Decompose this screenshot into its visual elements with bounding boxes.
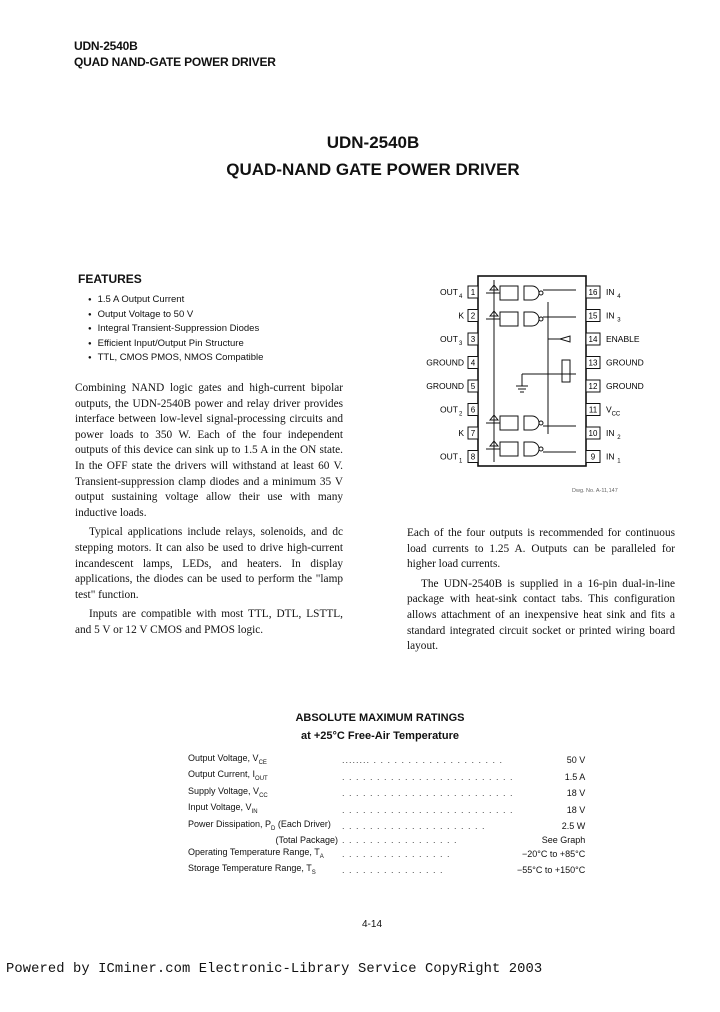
rating-value: 50 V [566,755,586,766]
left-pin-group [426,286,478,465]
outputs-paragraph: Each of the four outputs is recommended for continuous load currents to 1.25 A. Outputs can be paralleled for higher load currents. [407,527,675,571]
pin-number: 2 [470,311,476,321]
pin-label-subscript: 4 [617,294,621,300]
description-right-column [407,526,675,655]
rating-label-text: Output Voltage, V [188,753,259,763]
rating-label-subscript: IN [251,808,258,815]
pin-number: 12 [588,382,598,391]
pin-number: 3 [470,335,476,344]
rating-label-subscript: A [319,853,324,860]
rating-value: 18 V [566,788,586,799]
rating-value: 1.5 A [564,771,586,782]
running-header-part: UDN-2540B [74,39,138,53]
description-paragraph: Combining NAND logic gates and high-current bipolar outputs, the UDN-2540B power and relay driver provides interface between low-level signal-processing circuits and power loads to 350 W. Each of the four independent outputs of this device can sink up to 1.5 A in the ON state. In the OFF state the drivers will withstand at least 60 V. Transient-suppression clamp diodes and a minimum 35 V output sustaining voltage allow their use with many inductive loads. [75,382,343,519]
feature-item: ● Efficient Input/Output Pin Structure [88,337,263,352]
rating-value: See Graph [541,834,586,845]
ratings-row [188,802,585,818]
ratings-title: ABSOLUTE MAXIMUM RATINGS [295,712,465,724]
rating-leader-dots: ........ . . . . . . . . . . . . . . . . . . . [342,755,504,766]
document-title: QUAD-NAND GATE POWER DRIVER [226,160,520,179]
rating-leader-dots: . . . . . . . . . . . . . . . . . . . . . . . . . [342,771,514,782]
ratings-row [188,769,585,785]
feature-item: ● TTL, CMOS PMOS, NMOS Compatible [88,351,263,366]
pin-label-subscript: 3 [617,317,621,324]
ratings-row [188,847,585,863]
rating-label [188,835,342,847]
rating-label-subscript: S [311,869,316,876]
pin-label: OUT [440,334,458,344]
rating-leader-dots: . . . . . . . . . . . . . . . . . [342,834,458,845]
nand-gate-1 [524,442,539,456]
rating-label-subscript: D [271,825,276,832]
drawing-number: Dwg. No. A-11,147 [572,488,618,494]
ratings-row [188,819,585,835]
pin-label: GROUND [426,357,464,368]
right-pin-group [586,286,644,465]
rating-label-text: Input Voltage, V [188,802,252,813]
pin-number: 11 [588,405,598,415]
pin-label: GROUND [426,381,464,391]
rating-leader-dots: . . . . . . . . . . . . . . . . [342,848,451,859]
page-number: 4-14 [362,919,383,930]
pin-label: IN [606,310,615,321]
features-heading: FEATURES [78,272,142,286]
rating-label-note: (Each Driver) [275,818,331,829]
pin-number: 14 [588,335,598,344]
rating-label-subscript: OUT [255,776,268,783]
pin-number: 1 [470,288,476,297]
rating-value: −20°C to +85°C [522,848,586,859]
pin-number: 15 [588,311,598,321]
rating-leader-dots: . . . . . . . . . . . . . . . [342,865,444,876]
pin-number: 16 [588,288,598,297]
pin-number: 6 [470,405,476,415]
package-paragraph: The UDN-2540B is supplied in a 16-pin dual-in-line package with heat-sink contact tabs. This configuration allows attachment of an inexpensive heat sink and fits a standard integrated circuit socket or printed wiring board layout. [407,577,675,653]
internal-circuitry [486,280,576,462]
rating-value: 18 V [566,804,586,815]
ratings-row [188,753,585,769]
pin-label: GROUND [606,357,644,368]
pin-label-subscript: 1 [617,458,621,465]
rating-label [188,847,342,863]
feature-item: ● Output Voltage to 50 V [88,308,263,323]
rating-label-text: Power Dissipation, P [188,818,272,829]
pin-label: ENABLE [606,334,640,344]
pin-label-subscript: 2 [459,411,463,418]
pin-label-subscript: 4 [459,294,463,300]
pin-number: 4 [470,358,476,368]
rating-label-text: Storage Temperature Range, T [188,862,312,873]
pin-label: K [458,310,464,321]
document-title-part: UDN-2540B [326,133,420,152]
feature-item: ● 1.5 A Output Current [88,293,263,308]
rating-label [188,802,342,818]
rating-label-text: (Total Package) [275,834,338,845]
pin-label-subscript: 3 [459,341,463,347]
pin-number: 5 [470,382,476,391]
pin-label: IN [606,428,615,438]
pin-label-subscript: 1 [459,458,463,465]
rating-value: 2.5 W [561,820,586,831]
ratings-table [188,753,585,879]
feature-item: ● Integral Transient-Suppression Diodes [88,322,263,337]
description-left-column [75,381,343,639]
applications-paragraph: Typical applications include relays, solenoids, and dc stepping motors. It can also be used to drive high-current incandescent lamps, LEDs, and heaters. In display applications, the diodes can be used to perform the "lamp test" function. [75,526,343,601]
rating-label [188,863,342,879]
rating-label-subscript: CE [258,759,267,766]
pin-label: V [606,404,612,415]
pin-number: 8 [470,452,476,462]
rating-label-text: Output Current, I [188,769,256,780]
footer-credit: Powered by ICminer.com Electronic-Library Service CopyRight 2003 [6,962,543,977]
pin-label: K [458,428,464,438]
rating-label-text: Operating Temperature Range, T [188,846,320,857]
pin-label: GROUND [606,381,644,391]
pin-number: 7 [470,429,476,438]
rating-leader-dots: . . . . . . . . . . . . . . . . . . . . . . . . . [342,804,514,815]
pin-number: 10 [588,429,598,438]
pin-number: 9 [590,452,596,462]
pin-label: OUT [440,404,458,415]
pin-label-subscript: CC [611,411,621,418]
rating-label [188,786,342,802]
ratings-subtitle: at +25°C Free-Air Temperature [301,730,459,742]
nand-gate-3 [524,312,539,326]
pin-label: IN [606,287,615,297]
rating-label [188,819,342,835]
ratings-row [188,835,585,847]
rating-leader-dots: . . . . . . . . . . . . . . . . . . . . . . . . . [342,788,514,799]
pin-label: OUT [440,287,458,297]
rating-label [188,753,342,769]
pin-label: OUT [440,451,458,462]
ratings-row [188,863,585,879]
pinout-diagram [400,266,690,498]
rating-label-text: Supply Voltage, V [188,785,260,796]
rating-leader-dots: . . . . . . . . . . . . . . . . . . . . . [342,820,486,831]
running-header-title: QUAD NAND-GATE POWER DRIVER [74,55,276,69]
rating-label [188,769,342,785]
nand-gate-2 [524,416,539,430]
rating-value: −55°C to +150°C [517,865,586,876]
pin-label: IN [606,451,615,462]
inputs-paragraph: Inputs are compatible with most TTL, DTL, LSTTL, and 5 V or 12 V CMOS and PMOS logic. [75,608,343,636]
pin-number: 13 [588,358,598,368]
ratings-row [188,786,585,802]
rating-label-subscript: CC [259,792,268,799]
pin-label-subscript: 2 [617,435,621,441]
nand-gate-4 [524,286,539,300]
features-list [88,293,263,366]
